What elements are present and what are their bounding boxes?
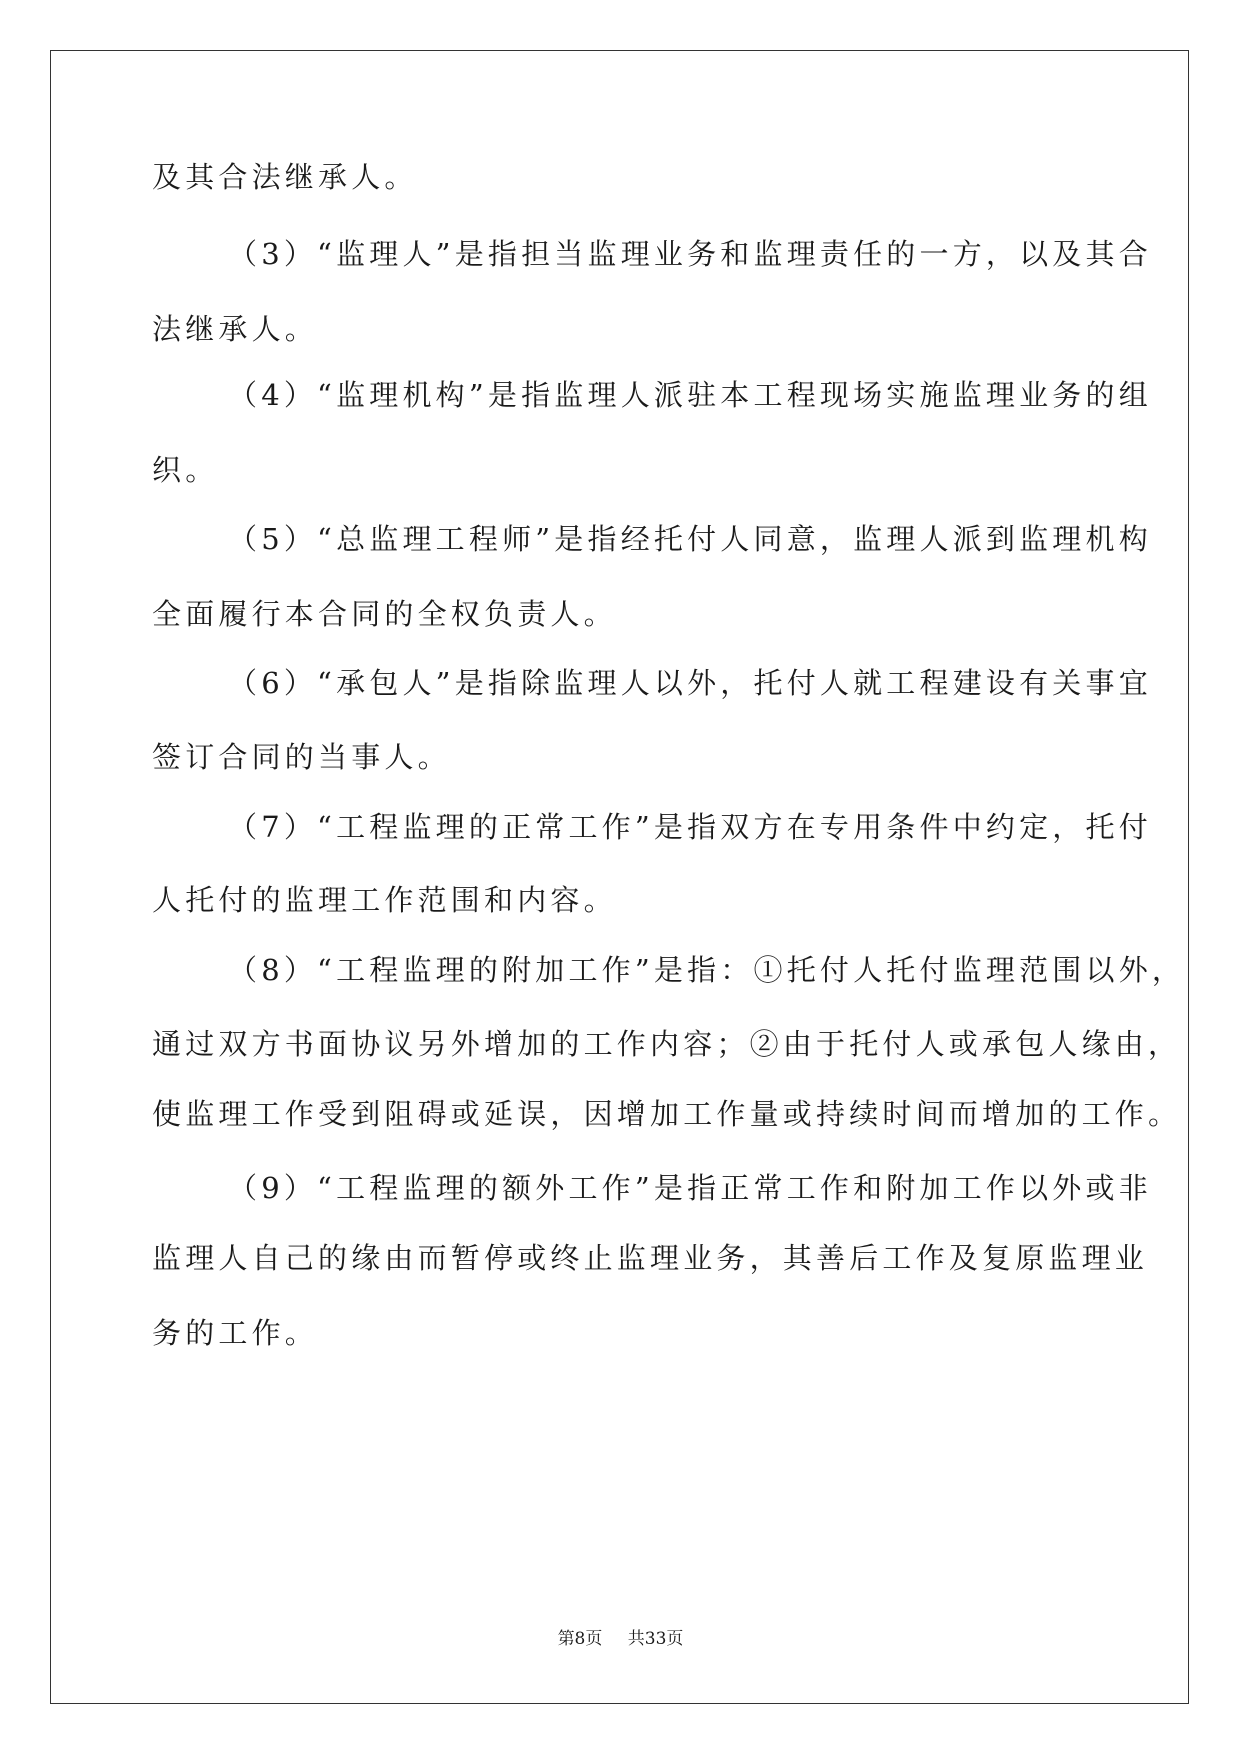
text-line: 使监理工作受到阻碍或延误，因增加工作量或持续时间而增加的工作。	[152, 1097, 1182, 1131]
text-line: 签订合同的当事人。	[152, 740, 451, 774]
text-line: 务的工作。	[152, 1316, 319, 1350]
text-line: （8）“工程监理的附加工作”是指：①托付人托付监理范围以外，	[228, 953, 1186, 987]
text-line: （4）“监理机构”是指监理人派驻本工程现场实施监理业务的组	[228, 378, 1152, 412]
text-line: 通过双方书面协议另外增加的工作内容；②由于托付人或承包人缘由，	[152, 1027, 1182, 1061]
text-line: （7）“工程监理的正常工作”是指双方在专用条件中约定，托付	[228, 810, 1152, 844]
text-line: （9）“工程监理的额外工作”是指正常工作和附加工作以外或非	[228, 1171, 1152, 1205]
page-footer	[0, 1624, 1241, 1649]
text-line: （5）“总监理工程师”是指经托付人同意，监理人派到监理机构	[228, 522, 1152, 556]
text-line: （3）“监理人”是指担当监理业务和监理责任的一方，以及其合	[228, 237, 1152, 271]
total-page-count: 共33页	[627, 1629, 684, 1649]
text-line: 法继承人。	[152, 312, 319, 346]
text-line: 全面履行本合同的全权负责人。	[152, 597, 617, 631]
page-border	[50, 50, 1189, 1704]
text-line: 及其合法继承人。	[152, 160, 418, 194]
text-line: 人托付的监理工作范围和内容。	[152, 883, 617, 917]
text-line: （6）“承包人”是指除监理人以外，托付人就工程建设有关事宜	[228, 666, 1152, 700]
current-page-number: 第8页	[557, 1629, 603, 1649]
text-line: 织。	[152, 453, 219, 487]
text-line: 监理人自己的缘由而暂停或终止监理业务，其善后工作及复原监理业	[152, 1241, 1149, 1275]
